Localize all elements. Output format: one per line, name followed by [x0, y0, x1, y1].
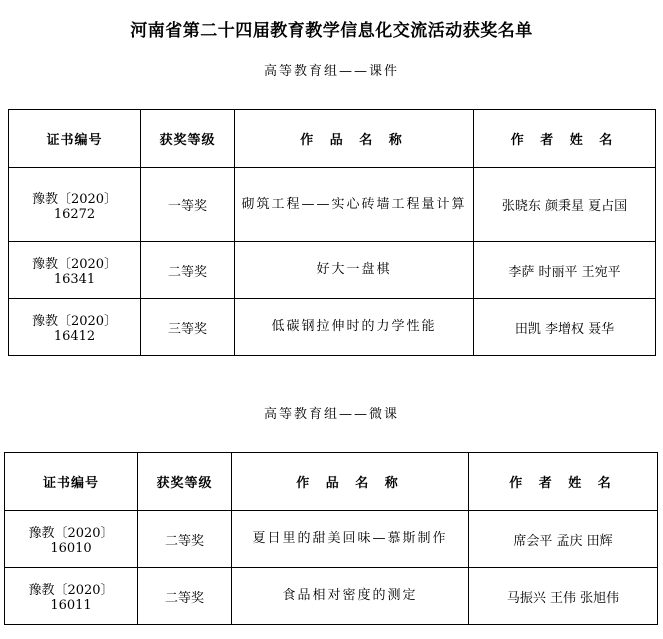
header-work: 作 品 名 称	[235, 110, 474, 168]
document-title: 河南省第二十四届教育教学信息化交流活动获奖名单	[130, 21, 533, 41]
microlecture-award-table	[4, 452, 658, 625]
cell-work: 低碳钢拉伸时的力学性能	[235, 299, 474, 356]
table-header-row	[5, 453, 658, 511]
cell-authors: 张晓东 颜秉星 夏占国	[474, 168, 656, 242]
cell-work: 砌筑工程——实心砖墙工程量计算	[235, 168, 474, 242]
header-level: 获奖等级	[141, 110, 235, 168]
cell-cert: 豫教〔2020〕16341	[9, 242, 141, 299]
cell-level: 三等奖	[141, 299, 235, 356]
header-authors: 作 者 姓 名	[469, 453, 658, 511]
courseware-award-table	[8, 109, 656, 356]
table-row	[5, 511, 658, 568]
cell-cert: 豫教〔2020〕16010	[5, 511, 138, 568]
header-authors: 作 者 姓 名	[474, 110, 656, 168]
cell-level: 二等奖	[138, 568, 232, 625]
header-cert: 证书编号	[5, 453, 138, 511]
cell-level: 二等奖	[141, 242, 235, 299]
section-heading-microlecture: 高等教育组——微课	[263, 407, 399, 422]
cell-authors: 席会平 孟庆 田辉	[469, 511, 658, 568]
cell-work: 好大一盘棋	[235, 242, 474, 299]
cell-work: 食品相对密度的测定	[232, 568, 469, 625]
header-level: 获奖等级	[138, 453, 232, 511]
table-header-row	[9, 110, 656, 168]
cell-level: 二等奖	[138, 511, 232, 568]
header-cert: 证书编号	[9, 110, 141, 168]
cell-cert: 豫教〔2020〕16011	[5, 568, 138, 625]
cell-level: 一等奖	[141, 168, 235, 242]
section-heading-courseware: 高等教育组——课件	[263, 64, 399, 79]
cell-authors: 田凯 李增权 聂华	[474, 299, 656, 356]
table-row	[5, 568, 658, 625]
header-work: 作 品 名 称	[232, 453, 469, 511]
cell-cert: 豫教〔2020〕16412	[9, 299, 141, 356]
cell-authors: 马振兴 王伟 张旭伟	[469, 568, 658, 625]
table-row	[9, 299, 656, 356]
cell-cert: 豫教〔2020〕16272	[9, 168, 141, 242]
cell-authors: 李萨 时丽平 王宛平	[474, 242, 656, 299]
table-row	[9, 168, 656, 242]
cell-work: 夏日里的甜美回味—慕斯制作	[232, 511, 469, 568]
table-row	[9, 242, 656, 299]
